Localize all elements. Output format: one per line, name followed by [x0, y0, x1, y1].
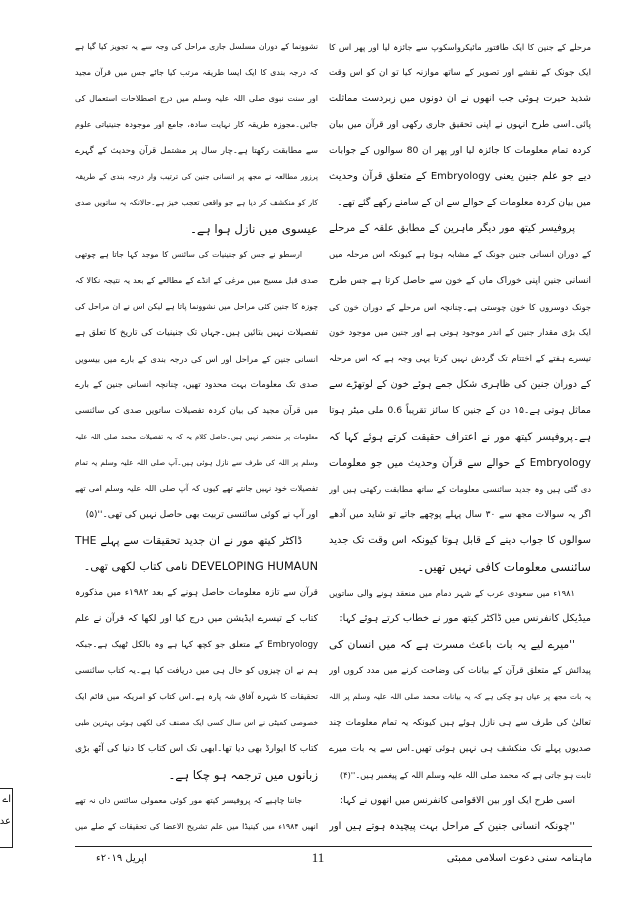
text-line: ایک جونک کے نقشے اور تصویر کے ساتھ موازنہ کیا تو ان کو اس وقت — [329, 68, 591, 78]
text-line: دیے جو علم جنین یعنی Embryology کے متعلق قرآن وحدیث — [329, 171, 591, 182]
text-line: زبانوں میں ترجمہ ہو چکا ہے۔ — [168, 768, 318, 782]
text-line: وسلم پر اللہ کی طرف سے نازل ہوئی ہیں۔آپ صلی اللہ علیہ وسلم یہ تمام — [75, 458, 318, 467]
text-line: میڈیکل کانفرنس میں ڈاکٹر کیتھ مور نے خطاب کرتے ہوئے کہا: — [339, 613, 591, 624]
text-line: شدید حیرت ہوئی جب انھوں نے ان دونوں میں زبردست مماثلت — [329, 93, 591, 104]
text-line: اگر یہ سوالات مجھ سے ۳۰ سال پہلے پوچھے جاتے تو شاید میں آدھے — [329, 510, 591, 520]
text-line: صدی تک معلومات بہت محدود تھیں، چنانچہ انسانی جنین کے بارے — [75, 380, 318, 390]
text-line: صدیوں پہلے تک منکشف ہی نہیں ہوئی تھیں۔اس سے یہ بات میرے — [329, 744, 591, 754]
text-line: جونک دوسروں کا خون چوستی ہے۔چنانچہ اس مرحلے کے دوران خون کی — [329, 302, 591, 312]
text-line: تعالیٰ کی طرف سے ہی نازل ہوئے ہیں کیونکہ یہ تمام معلومات چند — [329, 718, 591, 728]
text-line: مماثل ہوتی ہے۔۱۵ دن کے جنین کا سائز تقریباً 0.6 ملی میٹر ہوتا — [329, 405, 591, 416]
text-line: انسانی جنین کے مراحل اور اس کی درجہ بندی کے بارے میں بیسویں — [75, 354, 318, 364]
text-line: ''چونکہ انسانی جنین کے مراحل بہت پیچیدہ ہوتے ہیں اور — [329, 821, 575, 832]
magazine-title: ماہنامہ سنی دعوت اسلامی ممبئی — [446, 853, 592, 864]
text-line: میں بیان کردہ معلومات کے حوالے سے ان کے سامنے رکھے گئے تھے۔ — [337, 197, 591, 208]
right-column — [329, 34, 591, 840]
text-line: ہے۔پروفیسر کیتھ مور نے اعتراف حقیقت کرتے ہوئے کہا کہ — [329, 431, 591, 443]
text-line: کتاب کے تیسرے ایڈیشن میں درج کیا اور لکھا کہ قرآن نے علم — [75, 613, 318, 624]
text-line: تفصیلات خود نہیں جانتے تھے کیوں کہ آپ صلی اللہ علیہ وسلم امی تھے — [75, 484, 318, 493]
text-line: ہم نے ان چیزوں کو حال ہی میں دریافت کیا ہے۔یہ کتاب سائنسی — [75, 666, 318, 676]
text-line: دی گئی ہیں وہ جدید سائنسی معلومات کے ساتھ مطابقت رکھتی ہیں اور — [329, 484, 591, 494]
issue-date: اپریل ۲۰۱۹ء — [96, 853, 147, 864]
text-line: قرآن سے تازہ معلومات حاصل ہونے کے بعد ۱۹۸۲ء میں مذکورہ — [75, 588, 318, 598]
page-number: 11 — [311, 850, 325, 865]
text-line: مرحلے کے جنین کا ایک طاقتور مائیکرواسکوپ سے جائزہ لیا اور پھر اس کا — [329, 42, 591, 52]
text-line: خصوصی کمیٹی نے اس سال کسی ایک مصنف کی لکھی ہوئی بہترین طبی — [75, 718, 318, 727]
text-line: چوزہ کا جنین کئی مراحل میں نشوونما پاتا ہے لیکن اس نے ان مراحل کی — [75, 302, 318, 311]
text-line: عیسوی میں نازل ہوا ہے۔ — [190, 222, 318, 236]
text-line: میں قرآن مجید کی بیان کردہ تفصیلات ساتویں صدی کی سائنسی — [75, 406, 318, 416]
text-line: ایک بڑی مقدار جنین کے اندر موجود ہوتی ہے اور جنین میں موجود خون — [329, 328, 591, 338]
text-line: تحقیقات کا شہرہ آفاق شہ پارہ ہے۔اس کتاب کو امریکہ میں قائم ایک — [75, 692, 318, 701]
left-column — [75, 34, 318, 840]
footer-rule — [75, 846, 592, 847]
text-line: کتاب کا ایوارڈ بھی دیا تھا۔ابھی تک اس کتاب کا دنیا کی آٹھ بڑی — [75, 744, 318, 754]
text-line: کے دوران جنین کی ظاہری شکل جمے ہوئے خون کے لوتھڑے سے — [329, 379, 591, 390]
text-line: ۱۹۸۱ء میں سعودی عرب کے شہر دمام میں منعقد ہونے والی ساتویں — [329, 588, 575, 598]
text-line: Embryology کے حوالے سے قرآن وحدیث میں جو معلومات — [329, 457, 591, 469]
text-line: معلومات پر منحصر نہیں ہیں۔حاصل کلام یہ کہ یہ تفصیلات محمد صلی اللہ علیہ — [75, 433, 318, 441]
text-line: ''میرے لیے یہ بات باعث مسرت ہے کہ میں انسان کی — [329, 638, 575, 651]
margin-fragment: اے — [2, 794, 11, 805]
text-line: ارسطو نے جس کو جنینیات کی سائنس کا موجد کہا جاتا ہے چوتھی — [75, 250, 302, 259]
text-line: صدی قبل مسیح میں مرغی کے انڈے کے مطالعے کے بعد یہ نتیجہ نکالا کہ — [75, 276, 318, 285]
margin-fragment: عد — [0, 816, 11, 827]
text-line: اور سنت نبوی صلی اللہ علیہ وسلم میں درج اصطلاحات استعمال کی — [75, 94, 318, 103]
text-line: انھیں ۱۹۸۴ء میں کینیڈا میں علم تشریح الاعضا کی تحقیقات کے صلے میں — [75, 822, 318, 831]
text-line: تیسرے ہفتے کے اختتام تک گردش نہیں کرتا یہی وجہ ہے کہ اس مرحلہ — [329, 354, 591, 364]
text-line: اسی طرح ایک اور بین الاقوامی کانفرنس میں انھوں نے کہا: — [339, 795, 575, 806]
text-line: پیدائش کے متعلق قرآن کے بیانات کی وضاحت کرنے میں مدد کروں اور — [329, 666, 591, 676]
text-line: ڈاکٹر کیتھ مور نے ان جدید تحقیقات سے پہلے THE — [75, 534, 302, 547]
text-line: کے دوران انسانی جنین جونک کے مشابہ ہوتا ہے کیونکہ اس مرحلہ میں — [329, 250, 591, 260]
text-line: ثابت ہو جاتی ہے کہ محمد صلی اللہ علیہ وسلم اللہ کے پیغمبر ہیں۔''(۴) — [339, 770, 591, 780]
text-line: پروفیسر کیتھ مور دیگر ماہرین کے مطابق علقہ کے مرحلے — [329, 223, 575, 234]
text-line: سائنسی معلومات کافی نہیں تھیں۔ — [417, 560, 591, 574]
text-line: یہ بات مجھ پر عیاں ہو چکی ہے کہ یہ بیانات محمد صلی اللہ علیہ وسلم پر اللہ — [329, 692, 591, 701]
text-line: سے مطابقت رکھتا ہے۔چار سال پر مشتمل قرآن وحدیث کے گہرے — [75, 146, 318, 156]
text-line: سوالوں کا جواب دینے کے قابل ہوتا کیونکہ اس وقت تک جدید — [329, 535, 591, 546]
text-line: انسانی جنین اپنی خوراک ماں کے خون سے حاصل کرتا ہے جس طرح — [329, 276, 591, 286]
text-line: نشوونما کے دوران مسلسل جاری مراحل کی وجہ سے یہ تجویز کیا گیا ہے — [75, 42, 318, 51]
cropped-margin-box — [0, 788, 13, 848]
text-line: تفصیلات نہیں بتائیں ہیں۔جہاں تک جنینیات کی تاریخ کا تعلق ہے — [75, 328, 318, 338]
text-line: اور آپ نے کوئی سائنسی تربیت بھی حاصل نہیں کی تھی۔''(۵) — [85, 510, 318, 520]
text-line: کار کو منکشف کر دیا ہے جو واقعی تعجب خیز ہے۔حالانکہ یہ ساتویں صدی — [75, 198, 318, 207]
text-line: پائی۔اسی طرح انہوں نے اپنی تحقیق جاری رکھی اور قرآن میں بیان — [329, 120, 591, 130]
text-line: پرزور مطالعہ نے مجھ پر انسانی جنین کی ترتیب وار درجہ بندی کے طریقہ — [75, 172, 318, 181]
text-line: جاننا چاہیے کہ پروفیسر کیتھ مور کوئی معمولی سائنس داں نہ تھے — [75, 796, 302, 805]
text-line: Embryology کے متعلق جو کچھ کہا ہے وہ بالکل ٹھیک ہے۔جبکہ — [75, 640, 318, 650]
text-line: DEVELOPING HUMAUN نامی کتاب لکھی تھی۔ — [83, 560, 318, 573]
text-line: کردہ تمام معلومات کا جائزہ لیا اور پھر ان 80 سوالوں کے جوابات — [329, 145, 591, 156]
text-line: کہ درجہ بندی کا ایک ایسا طریقہ مرتب کیا جائے جس میں قرآن مجید — [75, 68, 318, 77]
text-line: جائیں۔مجوزہ طریقہ کار نہایت سادہ، جامع اور موجودہ جنینیاتی علوم — [75, 120, 318, 129]
